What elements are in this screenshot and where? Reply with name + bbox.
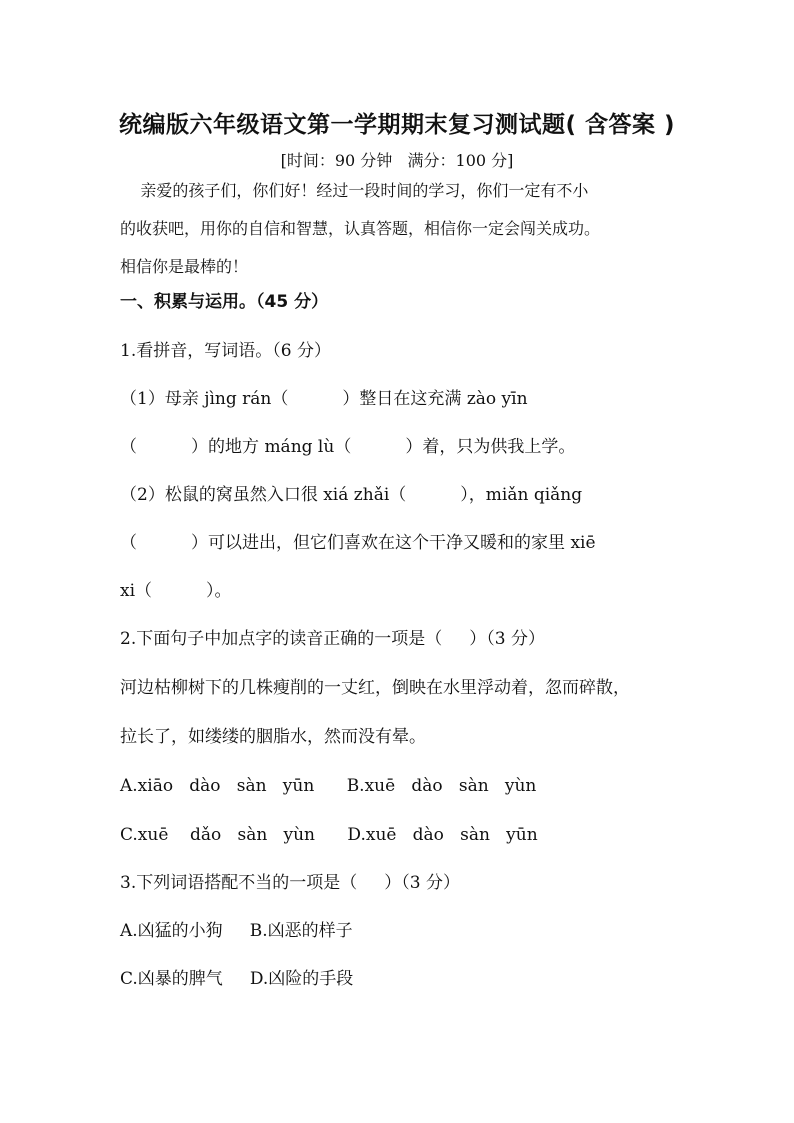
question-2-stem: 2.下面句子中加点字的读音正确的一项是（ ）（3 分） (120, 629, 545, 649)
question-3-stem: 3.下列词语搭配不当的一项是（ ）（3 分） (120, 873, 460, 893)
question-2-options: A.xiāo dào sàn yūn B.xuē dào sàn yùn (120, 776, 537, 796)
question-3-options: A.凶猛的小狗 B.凶恶的样子 (120, 921, 353, 941)
intro-line: 亲爱的孩子们，你们好！经过一段时间的学习，你们一定有不小 (120, 181, 589, 200)
intro-line: 相信你是最棒的！ (120, 257, 249, 276)
document-title: 统编版六年级语文第一学期期末复习测试题( 含答案 ) (118, 112, 676, 138)
question-1-line: （ ）的地方 máng lù（ ）着，只为供我上学。 (120, 437, 576, 457)
exam-meta: [时间：90 分钟 满分：100 分] (280, 151, 514, 170)
question-2-sentence: 河边枯柳树下的几株瘦削的一丈红，倒映在水里浮动着，忽而碎散， (120, 678, 630, 698)
question-1-line: （1）母亲 jìng rán（ ）整日在这充满 zào yīn (120, 389, 528, 409)
section-heading: 一、积累与运用。（45 分） (120, 292, 329, 312)
question-1-line: （2）松鼠的窝虽然入口很 xiá zhǎi（ ），miǎn qiǎng (120, 485, 583, 505)
intro-line: 的收获吧，用你的自信和智慧，认真答题，相信你一定会闯关成功。 (120, 219, 601, 238)
question-3-options: C.凶暴的脾气 D.凶险的手段 (120, 969, 354, 989)
question-2-options: C.xuē dǎo sàn yùn D.xuē dào sàn yūn (120, 825, 538, 845)
question-2-sentence: 拉长了，如缕缕的胭脂水，然而没有晕。 (120, 727, 426, 747)
question-1-line: （ ）可以进出，但它们喜欢在这个干净又暖和的家里 xiē (120, 533, 596, 553)
question-1-line: xi（ ）。 (120, 581, 232, 601)
question-1-stem: 1.看拼音，写词语。（6 分） (120, 341, 331, 361)
